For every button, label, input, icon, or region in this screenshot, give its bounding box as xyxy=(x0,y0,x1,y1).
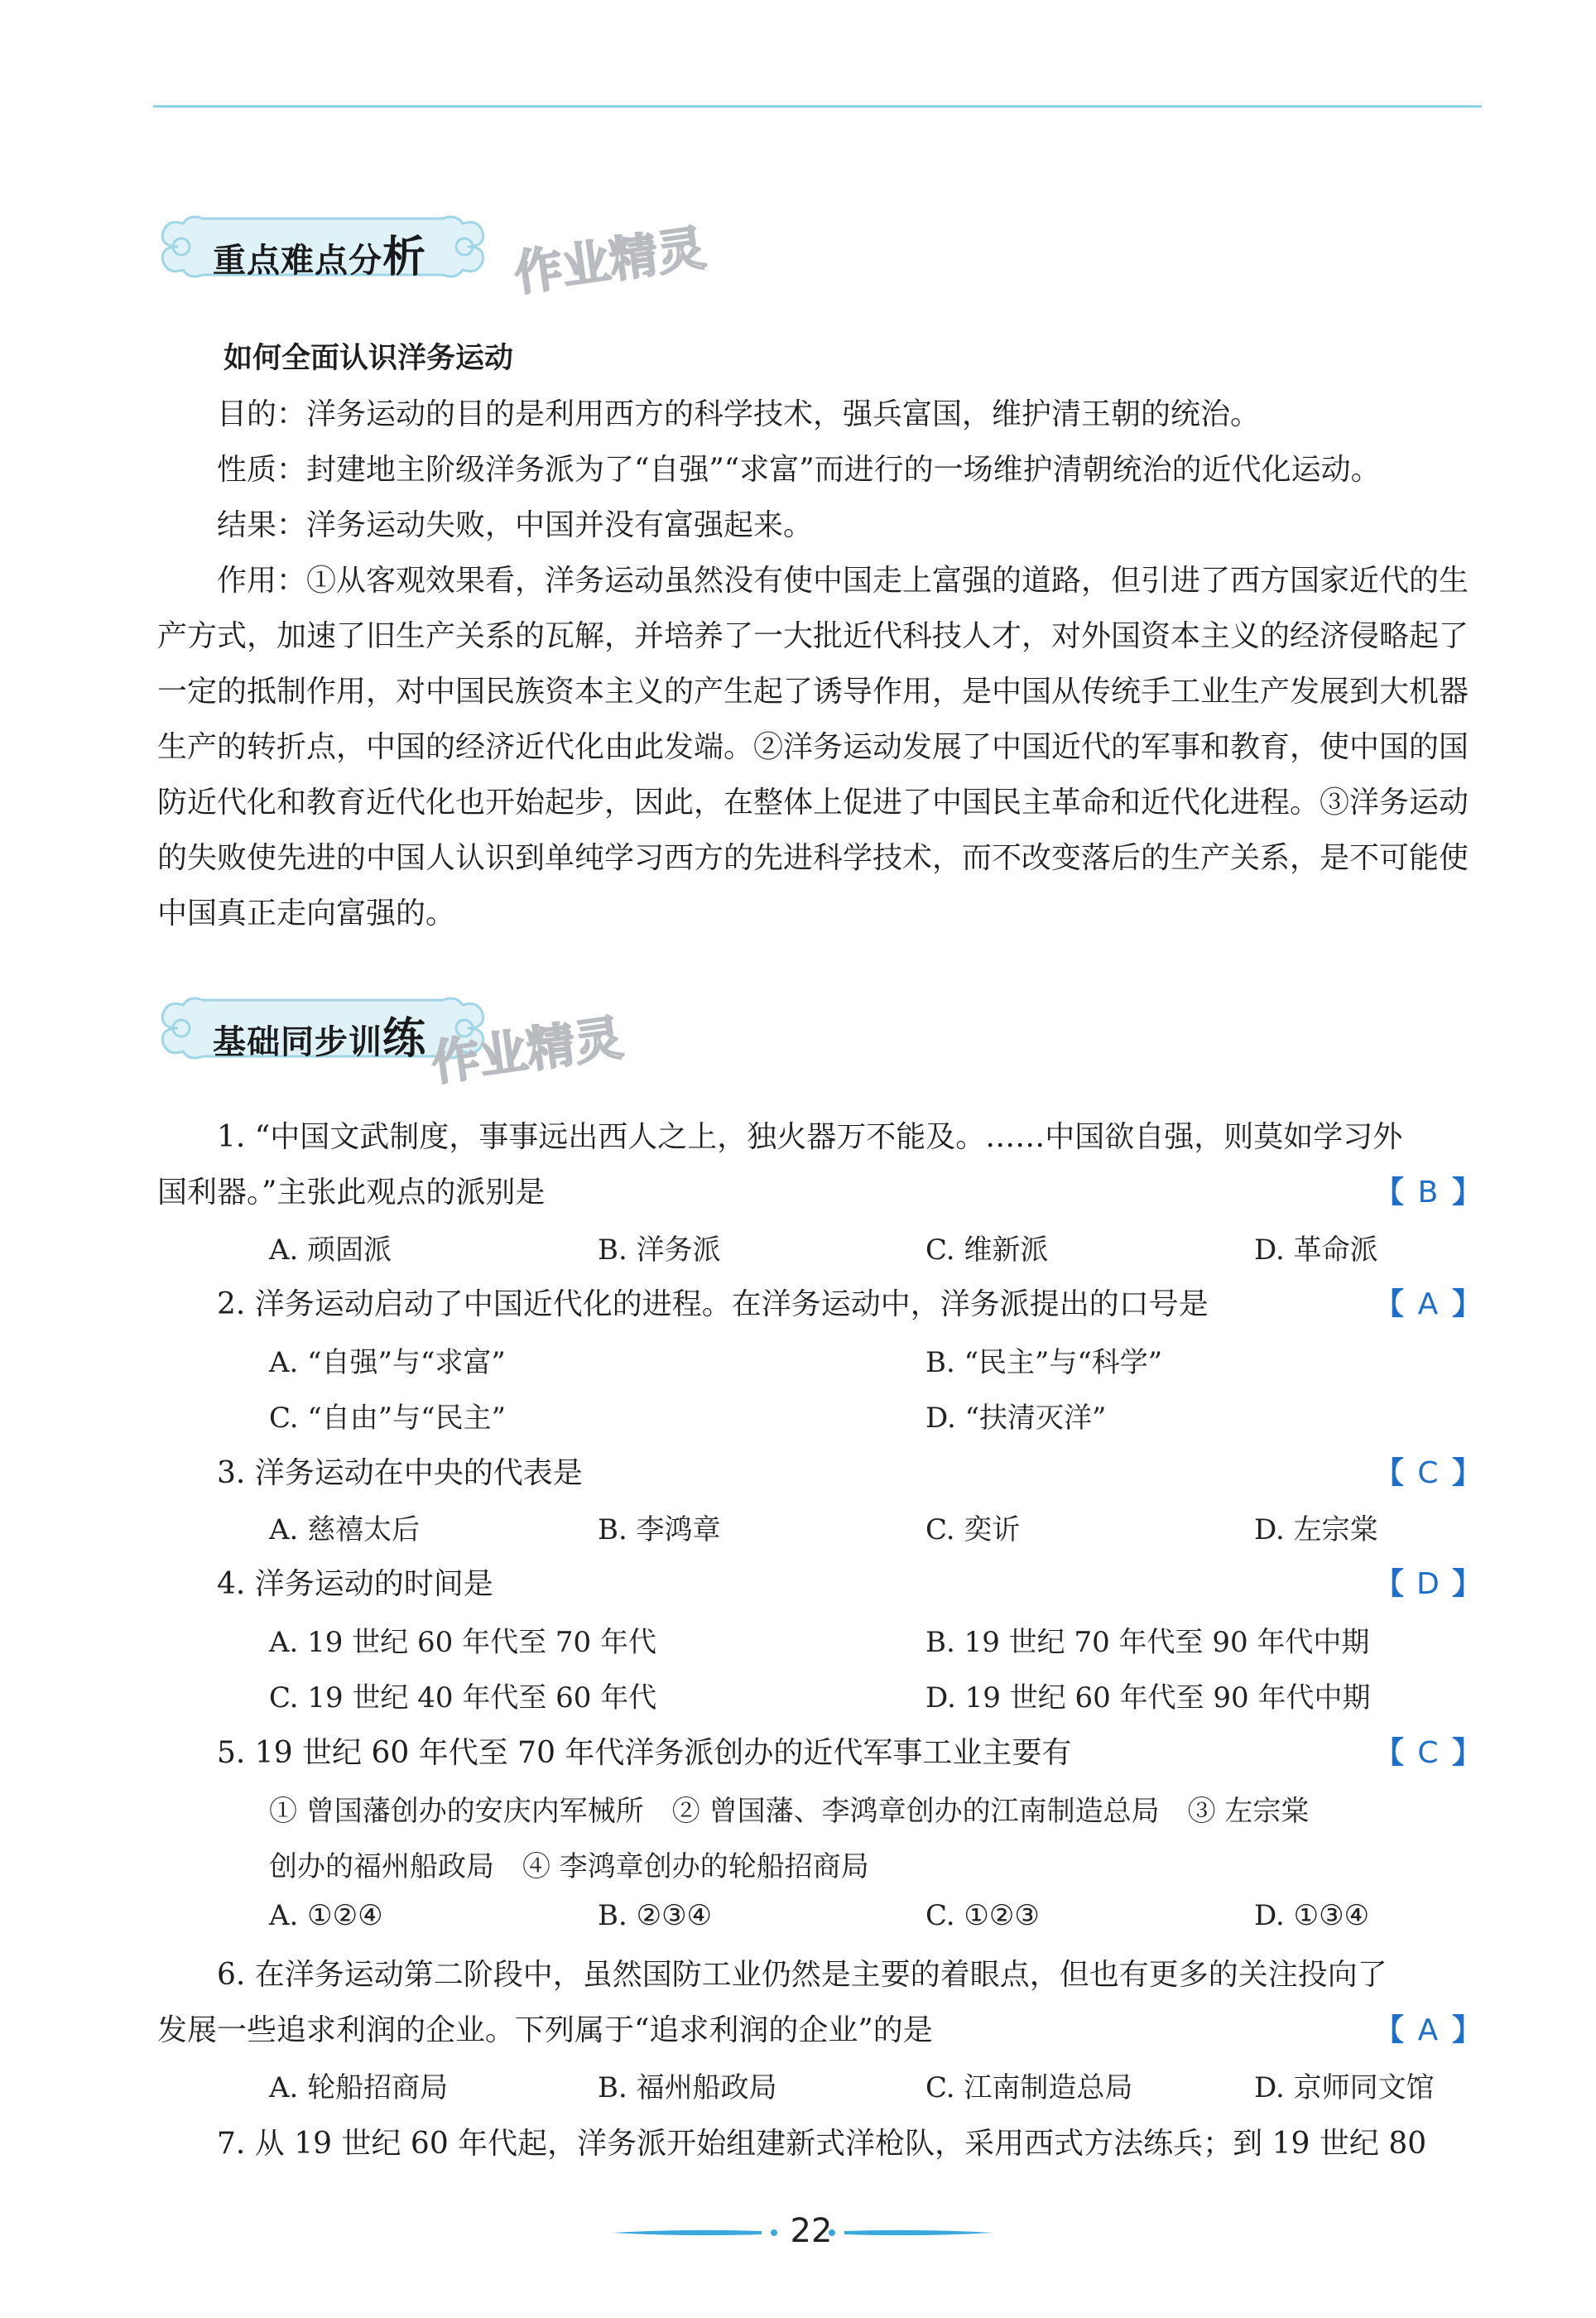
option-a[interactable]: A. 顽固派 xyxy=(269,1234,392,1267)
analysis-result: 结果：洋务运动失败，中国并没有富强起来。 xyxy=(217,508,814,542)
question-6 xyxy=(157,1947,1482,2058)
answer-badge: 【 C 】 xyxy=(1373,1736,1482,1770)
option-a[interactable]: A. 轮船招商局 xyxy=(269,2071,449,2104)
option-b[interactable]: B. 福州船政局 xyxy=(598,2071,777,2104)
option-d[interactable]: D. 京师同文馆 xyxy=(1254,2071,1435,2104)
question-stem: 5. 19 世纪 60 年代至 70 年代洋务派创办的近代军事工业主要有 xyxy=(217,1736,1072,1770)
answer-badge: 【 A 】 xyxy=(1373,1287,1482,1321)
option-c[interactable]: C. “自由”与“民主” xyxy=(269,1402,506,1435)
section-banner-analysis xyxy=(153,209,493,285)
option-c[interactable]: C. 维新派 xyxy=(925,1234,1049,1267)
question-3 xyxy=(157,1445,1482,1501)
option-d[interactable]: D. ①③④ xyxy=(1254,1899,1370,1932)
analysis-nature: 性质：封建地主阶级洋务派为了“自强”“求富”而进行的一场维护清朝统治的近代化运动。 xyxy=(217,453,1381,487)
option-c[interactable]: C. ①②③ xyxy=(925,1899,1040,1932)
section-title: 重点难点分析 xyxy=(213,233,427,282)
option-a[interactable]: A. 19 世纪 60 年代至 70 年代 xyxy=(269,1626,656,1659)
answer-badge: 【 D 】 xyxy=(1373,1567,1482,1601)
option-d[interactable]: D. 19 世纪 60 年代至 90 年代中期 xyxy=(925,1681,1371,1714)
option-a[interactable]: A. 慈禧太后 xyxy=(269,1513,421,1546)
answer-badge: 【 A 】 xyxy=(1373,2013,1482,2047)
question-4 xyxy=(157,1556,1482,1612)
question-stem: 7. 从 19 世纪 60 年代起，洋务派开始组建新式洋枪队，采用西式方法练兵；到 19 世纪 80 xyxy=(217,2127,1427,2161)
header-rule xyxy=(153,105,1482,108)
statement-line: 创办的福州船政局 ④ 李鸿章创办的轮船招商局 xyxy=(269,1850,869,1883)
question-stem: 发展一些追求利润的企业。下列属于“追求利润的企业”的是 xyxy=(157,2013,933,2047)
analysis-effect: 作用：①从客观效果看，洋务运动虽然没有使中国走上富强的道路，但引进了西方国家近代的生产方式，加速了旧生产关系的瓦解，并培养了一大批近代科技人才，对外国资本主义的经济侵略起了一定的抵制作用，对中国民族资本主义的产生起了诱导作用，是中国从传统手工业生产发展到大机器生产的转折点，中国的经济近代化由此发端。②洋务运动发展了中国近代的军事和教育，使中国的国防近代化和教育近代化也开始起步，因此，在整体上促进了中国民主革命和近代化进程。③洋务运动的失败使先进的中国人认识到单纯学习西方的先进科学技术，而不改变落后的生产关系，是不可能使中国真正走向富强的。 xyxy=(157,564,1469,931)
option-c[interactable]: C. 19 世纪 40 年代至 60 年代 xyxy=(269,1681,657,1714)
section-title: 基础同步训练 xyxy=(213,1014,427,1064)
question-stem: 3. 洋务运动在中央的代表是 xyxy=(217,1456,583,1490)
statement-line: ① 曾国藩创办的安庆内军械所 ② 曾国藩、李鸿章创办的江南制造总局 ③ 左宗棠 xyxy=(269,1795,1310,1828)
option-c[interactable]: C. 奕䜣 xyxy=(925,1513,1021,1546)
watermark: 作业精灵 xyxy=(428,1009,627,1092)
option-a[interactable]: A. “自强”与“求富” xyxy=(269,1346,506,1379)
option-c[interactable]: C. 江南制造总局 xyxy=(925,2071,1133,2104)
option-b[interactable]: B. 19 世纪 70 年代至 90 年代中期 xyxy=(925,1626,1370,1659)
watermark: 作业精灵 xyxy=(511,219,709,302)
question-stem: 6. 在洋务运动第二阶段中，虽然国防工业仍然是主要的着眼点，但也有更多的关注投向了 xyxy=(217,1958,1387,1992)
analysis-purpose: 目的：洋务运动的目的是利用西方的科学技术，强兵富国，维护清王朝的统治。 xyxy=(217,397,1261,431)
question-7 xyxy=(157,2116,1482,2171)
option-b[interactable]: B. 洋务派 xyxy=(598,1234,721,1267)
question-2 xyxy=(157,1277,1482,1332)
question-stem: 4. 洋务运动的时间是 xyxy=(217,1567,493,1601)
answer-badge: 【 B 】 xyxy=(1373,1176,1482,1209)
analysis-block xyxy=(157,331,1482,941)
option-d[interactable]: D. 革命派 xyxy=(1254,1234,1378,1267)
option-b[interactable]: B. 李鸿章 xyxy=(598,1513,721,1546)
option-b[interactable]: B. ②③④ xyxy=(598,1899,713,1932)
answer-badge: 【 C 】 xyxy=(1373,1456,1482,1490)
question-stem: 国利器。”主张此观点的派别是 xyxy=(157,1176,546,1209)
question-stem: 2. 洋务运动启动了中国近代化的进程。在洋务运动中，洋务派提出的口号是 xyxy=(217,1287,1209,1321)
option-d[interactable]: D. “扶清灭洋” xyxy=(925,1402,1107,1435)
question-5 xyxy=(157,1725,1482,1781)
option-a[interactable]: A. ①②④ xyxy=(269,1899,383,1932)
analysis-heading: 如何全面认识洋务运动 xyxy=(224,342,514,375)
question-stem: 1. “中国文武制度，事事远出西人之上，独火器万不能及。……中国欲自强，则莫如学习外 xyxy=(217,1120,1403,1154)
question-1 xyxy=(157,1109,1482,1220)
option-b[interactable]: B. “民主”与“科学” xyxy=(925,1346,1163,1379)
option-d[interactable]: D. 左宗棠 xyxy=(1254,1513,1378,1546)
page-number: 22 xyxy=(790,2212,833,2250)
